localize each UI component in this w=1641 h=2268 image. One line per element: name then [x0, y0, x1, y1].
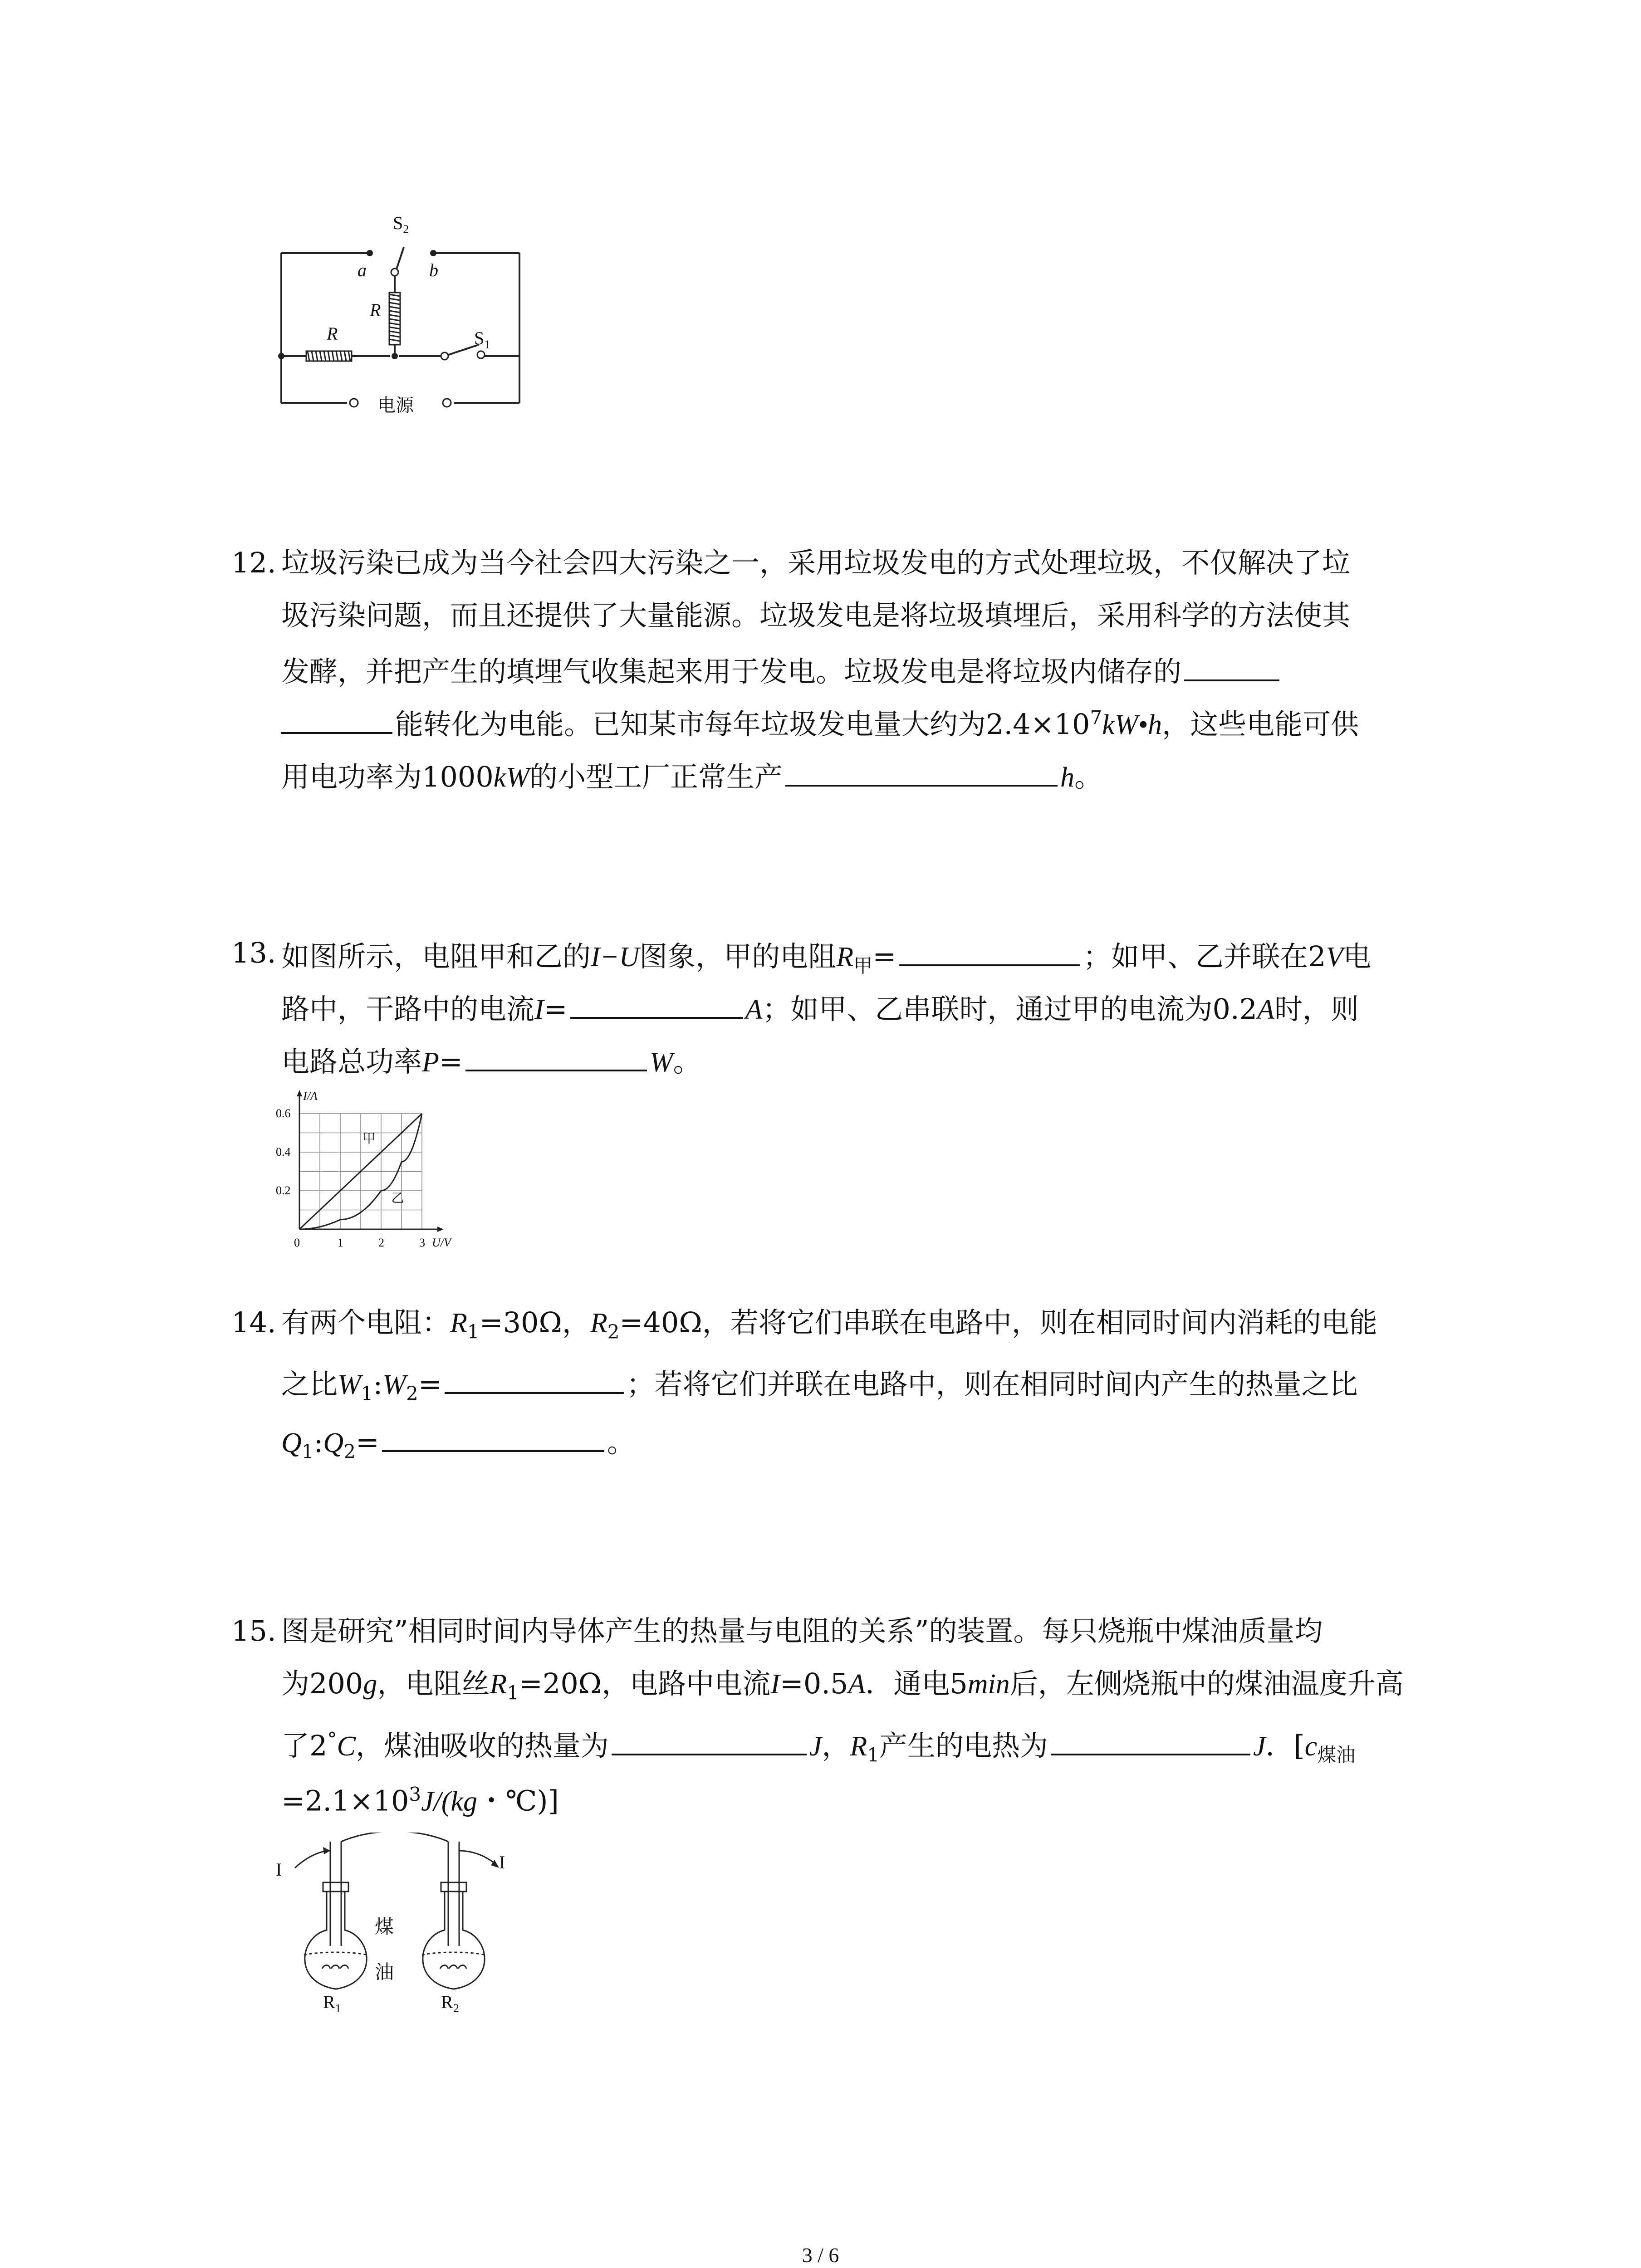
answer-blank[interactable]	[612, 1728, 807, 1755]
s2-label: $S_2$	[393, 213, 409, 236]
answer-blank[interactable]	[899, 939, 1080, 966]
y-axis-label: I/A	[303, 1090, 318, 1103]
q12-line-1: 垃圾污染已成为当今社会四大污染之一，采用垃圾发电的方式处理垃圾，不仅解决了垃	[281, 546, 1351, 579]
answer-blank[interactable]	[570, 992, 743, 1019]
page-number: 3 / 6	[802, 2244, 839, 2267]
x-tick-label: 1	[338, 1236, 343, 1249]
q13-line-2: 路中，干路中的电流I= A；如甲、乙串联时，通过甲的电流为0.2A时，则	[281, 992, 1359, 1026]
question-12	[231, 546, 1452, 803]
question-number: 13.	[231, 936, 276, 969]
y-tick-label: 0.2	[276, 1184, 291, 1197]
y-tick-label: 0.4	[276, 1145, 291, 1158]
x-axis-arrow	[437, 1227, 444, 1232]
q12-line-3: 发酵，并把产生的填埋气收集起来用于发电。垃圾发电是将垃圾内储存的	[281, 654, 1282, 686]
question-15	[231, 1614, 1452, 1844]
flask-r2-label: $R_2$	[441, 1992, 459, 2015]
q15-line-4: $=2.1\times 10^3J/(kg$・℃)]	[281, 1783, 559, 1818]
answer-blank[interactable]	[785, 759, 1058, 787]
power-source-label: 电源	[377, 395, 414, 416]
contact-b-label: b	[429, 260, 438, 280]
series-label-jia: 甲	[362, 1130, 376, 1146]
circuit-diagram	[268, 209, 540, 417]
resistor-vertical-label: R	[370, 300, 381, 320]
contact-a-label: a	[358, 260, 367, 280]
resistor-horizontal-label: R	[327, 323, 338, 344]
q15-line-1: 图是研究”相同时间内导体产生的热量与电阻的关系”的装置。每只烧瓶中煤油质量均	[281, 1614, 1323, 1647]
q15-line-3: 了2°C，煤油吸收的热量为 J，$R_1$产生的电热为 J．[$c_{煤油}$	[281, 1728, 1356, 1766]
q13-line-1: 如图所示，电阻甲和乙的I−U图象，甲的电阻$R_甲=$ ；如甲、乙并联在2V电	[281, 940, 1372, 977]
x-axis-label: U/V	[432, 1236, 451, 1249]
current-left-label: I	[276, 1859, 282, 1880]
question-number: 15.	[231, 1614, 276, 1647]
current-right-label: I	[499, 1852, 505, 1872]
kerosene-label-top: 煤	[375, 1916, 394, 1938]
answer-blank[interactable]	[1051, 1728, 1250, 1755]
question-number: 12.	[231, 546, 276, 579]
x-tick-label: 0	[294, 1236, 300, 1249]
q15-line-2: 为200g，电阻丝$R_1=20\Omega$，电路中电流I=0.5A．通电5min后，左侧烧瓶中的煤油温度升高	[281, 1667, 1404, 1704]
kerosene-label-bottom: 油	[375, 1961, 394, 1983]
question-14	[231, 1306, 1452, 1463]
s1-label: $S_1$	[474, 328, 490, 351]
y-axis-arrow	[297, 1090, 302, 1096]
question-13	[231, 936, 1452, 1078]
iu-chart	[272, 1080, 508, 1252]
series-label-yi: 乙	[391, 1190, 404, 1206]
x-tick-label: 3	[419, 1236, 425, 1249]
q12-line-2: 圾污染问题，而且还提供了大量能源。垃圾发电是将垃圾填埋后，采用科学的方法使其	[281, 599, 1351, 632]
q13-line-3: 电路总功率P= W。	[281, 1045, 701, 1078]
answer-blank[interactable]	[445, 1367, 624, 1394]
right-flask	[423, 1887, 485, 1989]
resistor-horizontal	[306, 351, 352, 361]
y-tick-label: 0.6	[276, 1107, 291, 1120]
resistor-vertical	[389, 293, 400, 345]
flask-apparatus	[268, 1833, 549, 2023]
q14-line-1: 有两个电阻：$R_1=30\Omega$，$R_2=40\Omega$，若将它们串联在电路中，则在相同时间内消耗的电能	[281, 1306, 1377, 1343]
answer-blank[interactable]	[281, 707, 392, 734]
answer-blank[interactable]	[1184, 654, 1279, 681]
answer-blank[interactable]	[465, 1044, 647, 1071]
question-number: 14.	[231, 1306, 276, 1339]
q14-line-3: $Q_1:Q_2=$ 。	[281, 1426, 635, 1463]
q14-line-2: 之比$W_1:W_2=$ ；若将它们并联在电路中，则在相同时间内产生的热量之比	[281, 1368, 1358, 1405]
x-tick-label: 2	[378, 1236, 384, 1249]
q12-line-4: 能转化为电能。已知某市每年垃圾发电量大约为$2.4\times 10^7kW•h$，这些电能可供	[281, 707, 1359, 739]
flask-r1-label: $R_1$	[323, 1992, 341, 2015]
left-flask	[305, 1887, 367, 1989]
answer-blank[interactable]	[382, 1425, 604, 1452]
q12-line-5: 用电功率为1000kW的小型工厂正常生产 h。	[281, 760, 1102, 793]
